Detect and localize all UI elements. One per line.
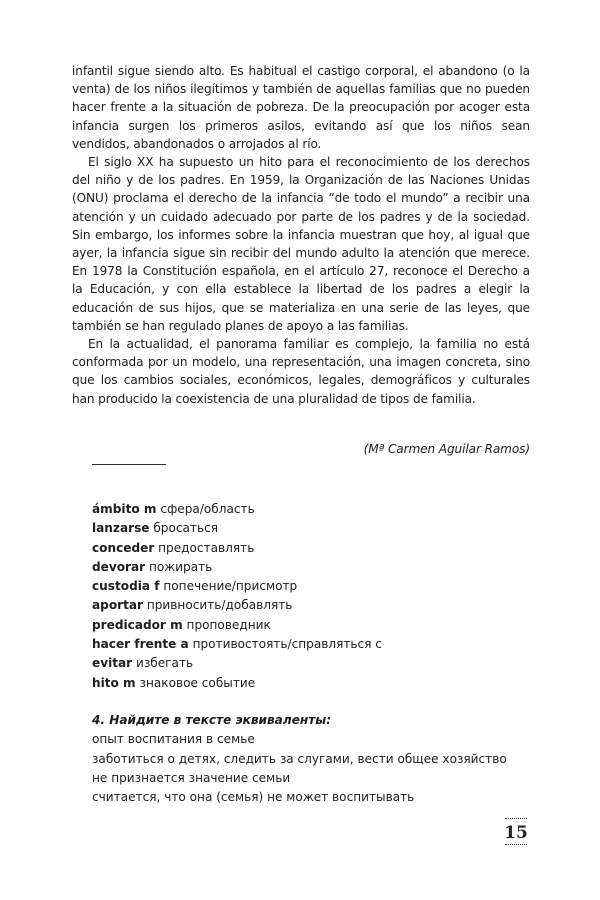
vocab-item <box>92 558 532 577</box>
vocab-translation: привносить/добавлять <box>143 598 293 613</box>
vocab-translation: знаковое событие <box>135 675 256 690</box>
exercise-line: не признается значение семьи <box>92 770 291 785</box>
vocab-translation: проповедник <box>182 617 271 632</box>
exercise-line: заботиться о детях, следить за слугами, вести общее хозяйство <box>92 751 507 766</box>
vocab-translation: сфера/область <box>156 502 255 516</box>
exercise-line: считается, что она (семья) не может воспитывать <box>92 790 415 805</box>
vocab-term: ámbito m <box>92 502 157 516</box>
vocab-item <box>92 654 532 673</box>
vocab-term: devorar <box>92 559 146 574</box>
vocab-term: aportar <box>92 598 143 613</box>
separator-line <box>92 464 166 465</box>
paragraph-2: El siglo XX ha supuesto un hito para el reconocimiento de los derechos del niño y de los padres. En 1959, la Organización de las Naciones Unidas (ONU) proclama el derecho de la infancia “de todo el mundo” a recibir una atención y un cuidado adecuado por parte de los padres y de la sociedad. Sin embargo, los informes sobre la infancia muestran que hoy, al igual que ayer, la infancia sigue sin recibir del mundo adulto la atención que merece. En 1978 la Constitución española, en el artículo 27, reconoce el Derecho a la Educación, y con ella establece la libertad de los padres a elegir la educación de sus hijos, que se materializa en una serie de las leyes, que también se han regulado planes de apoyo a las familias. <box>72 155 530 333</box>
vocab-item <box>92 500 532 519</box>
vocab-translation: избегать <box>132 656 194 671</box>
page-number: 15 <box>504 823 528 843</box>
vocab-item <box>92 577 532 596</box>
vocab-translation: предоставлять <box>154 540 255 555</box>
vocab-term: hacer frente a <box>92 637 189 652</box>
vocab-translation: противостоять/справляться с <box>188 637 382 652</box>
vocab-item <box>92 539 532 558</box>
page-number-block <box>496 818 536 850</box>
vocab-term: predicador m <box>92 617 183 632</box>
vocab-item <box>92 596 532 615</box>
vocab-term: hito m <box>92 675 136 690</box>
vocab-item <box>92 519 532 538</box>
vocab-term: custodia f <box>92 579 160 594</box>
vocab-translation: бросаться <box>149 521 219 536</box>
vocab-item <box>92 635 532 654</box>
vocab-term: conceder <box>92 540 155 555</box>
vocabulary-list <box>92 500 532 693</box>
vocab-item <box>92 616 532 635</box>
exercise-title: 4. Найдите в тексте эквиваленты: <box>92 713 332 727</box>
vocab-translation: пожирать <box>145 559 213 574</box>
vocab-translation: попечение/присмотр <box>159 579 298 594</box>
main-text <box>72 62 530 408</box>
page-number-dots-bottom <box>505 844 527 849</box>
exercise-4 <box>92 711 532 807</box>
vocab-item <box>92 674 532 693</box>
author-attribution: (Mª Carmen Aguilar Ramos) <box>363 442 530 456</box>
vocab-term: lanzarse <box>92 521 150 536</box>
exercise-line: опыт воспитания в семье <box>92 732 255 747</box>
paragraph-1: infantil sigue siendo alto. Es habitual el castigo corporal, el abandono (o la venta) de los niños ilegítimos y también de aquellas familias que no pueden hacer frente a la situación de pobreza. De la preocupación por acoger esta infancia surgen los primeros asilos, evitando así que los niños sean vendidos, abandonados o arrojados al río. <box>72 64 530 151</box>
paragraph-3: En la actualidad, el panorama familiar es complejo, la familia no está conformada por un modelo, una representación, una imagen concreta, sino que los cambios sociales, económicos, legales, demográficos y culturales han producido la coexistencia de una pluralidad de tipos de familia. <box>72 337 530 406</box>
vocab-term: evitar <box>92 656 133 671</box>
